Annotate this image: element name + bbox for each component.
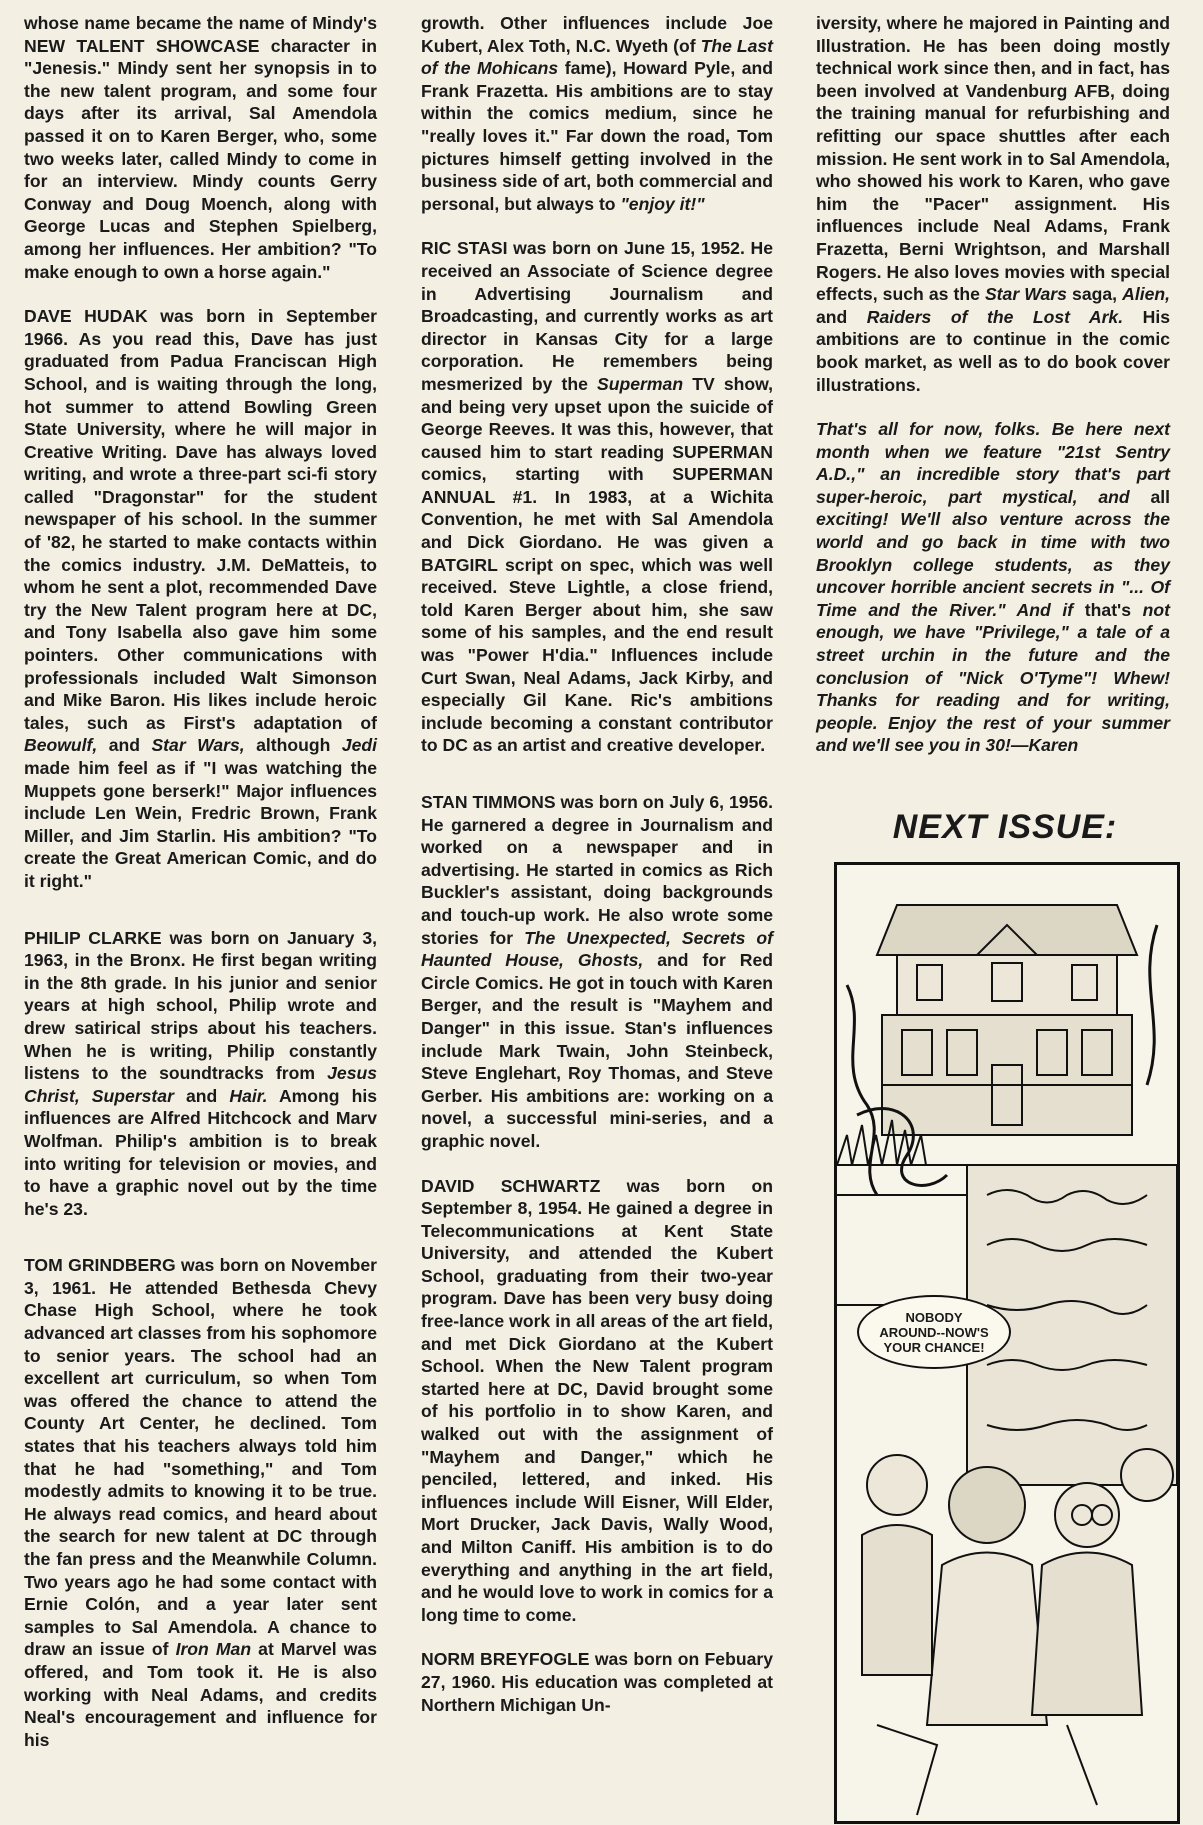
bio-mindy-continued: whose name became the name of Mindy's NEW TALENT SHOWCASE character in "Jenesis." Mindy sent her synopsis in to the new talent program, and some four days after its arrival, Sal Amendola passed it on to Karen Berger, who, some two weeks later, called Mindy to come in for an interview. Mindy counts Gerry Conway and Doug Moench, along with George Lucas and Stephen Spielberg, among her influences. Her ambition? "To make enough to own a horse again." [24,13,377,282]
bio-norm-breyfogle: NORM BREYFOGLE was born on Febuary 27, 1960. His education was completed at Northern Michigan Un- [421,1649,773,1715]
column-right [816,12,1170,779]
bio-norm-breyfogle-continued: iversity, where he majored in Painting and Illustration. He has been doing mostly technical work since then, and in fact, has been involved at Vandenburg AFB, doing the training manual for refurbishing and refitting our space shuttles after each mission. He sent work in to Sal Amendola, who showed his work to Karen, who gave him the "Pacer" assignment. His influences include Neal Adams, Frank Frazetta, Berni Wrightson, and Marshall Rogers. He also loves movies with special effects, such as the Star Wars saga, Alien, and Raiders of the Lost Ark. His ambitions are to continue in the comic book market, as well as to do book cover illustrations. [816,13,1171,395]
bio-tom-grindberg-continued: growth. Other influences include Joe Kubert, Alex Toth, N.C. Wyeth (of The Last of the Mohicans fame), Howard Pyle, and Frank Frazetta. His ambitions are to stay within the comics medium, since he "really loves it." Far down the road, Tom pictures himself getting involved in the business side of art, both commercial and personal, but always to "enjoy it!" [421,13,774,214]
bio-dave-hudak: DAVE HUDAK was born in September 1966. As you read this, Dave has just graduated from Padua Franciscan High School, and is waiting through the long, hot summer to attend Bowling Green State University, where he will major in Creative Writing. Dave has always loved writing, and wrote a three-part sci-fi story called "Dragonstar" for the student newspaper of his school. In the summer of '82, he started to make contacts within the comics industry. J.M. DeMatteis, to whom he sent a plot, recommended Dave try the New Talent program here at DC, and Tony Isabella also gave him some pointers. Other communications with professionals included Walt Simonson and Mike Baron. His likes include heroic tales, such as First's adaptation of Beowulf, and Star Wars, although Jedi made him feel as if "I was watching the Muppets gone berserk!" Major influences include Len Wein, Fredric Brown, Frank Miller, and Jim Starlin. His ambition? "To create the Great American Comic, and do it right." [24,306,378,891]
editor-closing-note: That's all for now, folks. Be here next month when we feature "21st Sentry A.D.," an incredible story that's part super-heroic, part mystical, and all exciting! We'll also venture across the world and go back in time with two Brooklyn college students, as they uncover horrible ancient secrets in "... Of Time and the River." And if that's not enough, we have "Privilege," a tale of a street urchin in the future and the conclusion of "Nick O'Tyme"! Whew! Thanks for reading and for writing, people. Enjoy the rest of your summer and we'll see you in 30!—Karen [816,419,1171,756]
next-issue-heading: NEXT ISSUE: [892,808,1118,846]
bio-david-schwartz: DAVID SCHWARTZ was born on September 8, 1954. He gained a degree in Telecommunications at Kent State University, and attended the Kubert School, graduating from their two-year program. Dave has been very busy doing free-lance work in all areas of the art field, and met Dick Giordano at the Kubert School. When the New Talent program started here at DC, David brought some of his portfolio in to show Karen, and walked out with the assignment of "Mayhem and Danger," which he penciled, lettered, and inked. His influences include Will Eisner, Will Elder, Mort Drucker, Jack Davis, Wally Wood, and Milton Caniff. His ambition is to do everything and anything in the art field, and he would love to work in comics for a long time to come. [421,1175,773,1625]
speech-balloon: NOBODY AROUND--NOW'S YOUR CHANCE! [857,1295,1011,1369]
column-left [24,12,377,1773]
column-middle [421,12,773,1738]
bio-stan-timmons: STAN TIMMONS was born on July 6, 1956. He garnered a degree in Journalism and worked on a newspaper and in advertising. He started in comics as Rich Buckler's assistant, doing backgrounds and touch-up work. He also wrote some stories for The Unexpected, Secrets of Haunted House, Ghosts, and for Red Circle Comics. He got in touch with Karen Berger, and the result is "Mayhem and Danger" in this issue. Stan's influences include Mark Twain, John Steinbeck, Steve Englehart, Roy Thomas, and Steve Gerber. His ambitions are: working on a novel, a successful mini-series, and a graphic novel. [421,792,773,1151]
next-issue-panel [834,862,1180,1824]
bio-tom-grindberg: TOM GRINDBERG was born on November 3, 1961. He attended Bethesda Chevy Chase High School, where he took advanced art classes from his sophomore to senior years. The school had an excellent art curriculum, so when Tom was offered the chance to attend the County Art Center, he declined. Tom states that his teachers always told him that he had "something," and Tom modestly admits to knowing it to be true. He always read comics, and heard about the search for new talent at DC through the fan press and the Meanwhile Column. Two years ago he had some contact with Ernie Colón, and a year later sent samples to Sal Amendola. A chance to draw an issue of Iron Man at Marvel was offered, and Tom took it. He is also working with Neal Adams, and credits Neal's encouragement and influence for his [24,1255,377,1750]
bio-ric-stasi: RIC STASI was born on June 15, 1952. He received an Associate of Science degree in Advertising Journalism and Broadcasting, and currently works as art director in Kansas City for a large corporation. He remembers being mesmerized by the Superman TV show, and being very upset upon the suicide of George Reeves. It was this, however, that caused him to start reading SUPERMAN comics, starting with SUPERMAN ANNUAL #1. In 1983, at a Wichita Convention, he met with Sal Amendola and Dick Giordano. He was given a BATGIRL script on spec, which was well received. Steve Lightle, a close friend, told Karen Berger about him, she saw some of his samples, and the end result was "Power H'dia." Influences include Curt Swan, Neal Adams, Jack Kirby, and especially Gil Kane. Ric's ambitions include becoming a constant contributor to DC as an artist and creative developer. [421,238,774,756]
bio-philip-clarke: PHILIP CLARKE was born on January 3, 1963, in the Bronx. He first began writing in the 8th grade. In his junior and senior years at high school, Philip wrote and drew satirical strips about his teachers. When he is writing, Philip constantly listens to the soundtracks from Jesus Christ, Superstar and Hair. Among his influences are Alfred Hitchcock and Marv Wolfman. Philip's ambition is to break into writing for television or movies, and to have a graphic novel out by the time he's 23. [24,927,378,1219]
